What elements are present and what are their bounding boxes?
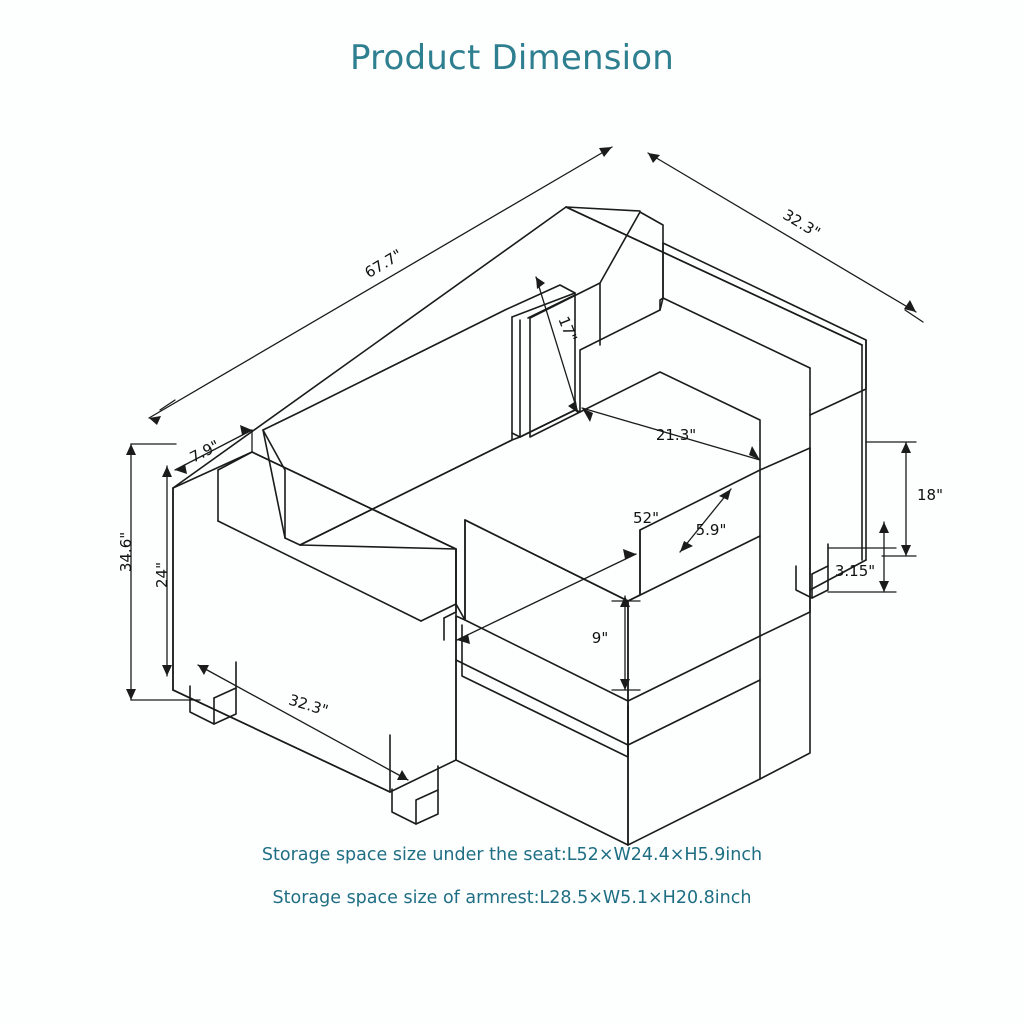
right-base [760, 448, 810, 779]
storage-note-seat: Storage space size under the seat:L52×W24.4×H5.9inch [261, 845, 763, 865]
dim-label-arm-height: 24" [153, 562, 171, 588]
dim-label-leg-height: 3.15" [834, 562, 876, 580]
page-title: Product Dimension [349, 38, 675, 78]
left-armrest [173, 452, 456, 792]
dim-label-overall-height: 34.6" [117, 531, 135, 573]
dim-label-backrest-height: 17" [554, 313, 581, 345]
dimension-lines [126, 147, 923, 780]
dimension-labels [117, 206, 943, 720]
dim-label-seat-length: 52" [633, 509, 659, 527]
sofa-back-panel [173, 207, 862, 690]
seat-front-panel [456, 616, 760, 845]
dim-label-base-depth: 32.3" [286, 690, 331, 720]
sofa-legs [190, 544, 828, 824]
left-armrest-inner [218, 452, 456, 621]
storage-note-armrest: Storage space size of armrest:L28.5×W5.1×H20.8inch [272, 888, 752, 908]
seat-cushion-left [456, 520, 628, 701]
right-armrest [663, 243, 866, 590]
dim-label-storage-height-seat: 5.9" [695, 521, 727, 539]
dim-label-seat-depth: 21.3" [655, 426, 697, 444]
dim-label-overall-depth-top: 32.3" [779, 205, 824, 242]
seat-cushion-right [628, 470, 760, 701]
dim-label-seat-height: 18" [917, 486, 943, 504]
dim-label-armrest-width: 7.9" [186, 436, 223, 467]
dim-label-overall-length-top: 67.7" [361, 245, 406, 282]
dim-label-storage-depth: 9" [591, 629, 609, 647]
